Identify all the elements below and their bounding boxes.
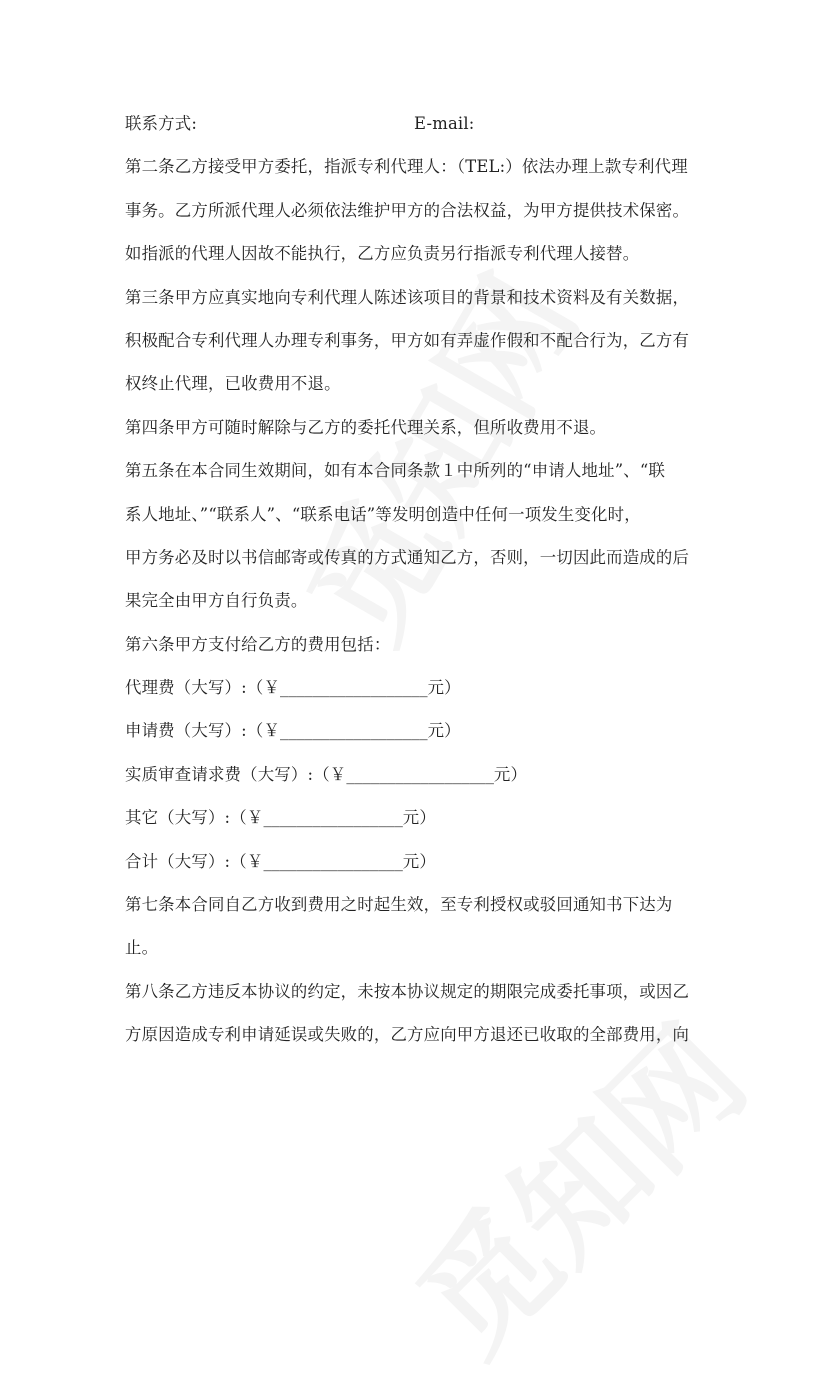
clause-3-line-1: 第三条甲方应真实地向专利代理人陈述该项目的背景和技术资料及有关数据， xyxy=(125,287,690,307)
clause-2-line-1: 第二条乙方接受甲方委托，指派专利代理人：（TEL:）依法办理上款专利代理 xyxy=(125,157,688,177)
fee-total xyxy=(125,844,697,887)
fee-other xyxy=(125,800,697,843)
clause-8-line-2: 方原因造成专利申请延误或失败的，乙方应向甲方退还已收取的全部费用，向 xyxy=(125,1025,690,1045)
clause-6-heading: 第六条甲方支付给乙方的费用包括： xyxy=(125,634,391,654)
fee-unit: 元） xyxy=(402,851,436,871)
clause-2-line-2: 事务。乙方所派代理人必须依法维护甲方的合法权益，为甲方提供技术保密。 xyxy=(125,200,690,220)
fee-blank: __________________ xyxy=(280,721,428,741)
clause-5-line-2: 系人地址、”“联系人”、“联系电话”等发明创造中任何一项发生变化时， xyxy=(125,504,641,524)
fee-examination xyxy=(125,757,697,800)
fee-blank: _________________ xyxy=(263,851,403,871)
fee-unit: 元） xyxy=(493,764,528,784)
fee-application xyxy=(125,713,697,756)
clause-5-line-1: 第五条在本合同生效期间，如有本合同条款１中所列的“申请人地址”、“联 xyxy=(125,461,666,481)
fee-label: 代理费（大写）:（￥ xyxy=(125,678,281,698)
fee-agency xyxy=(125,670,697,713)
clause-4-line-1: 第四条甲方可随时解除与乙方的委托代理关系，但所收费用不退。 xyxy=(125,417,607,437)
contact-label: 联系方式: xyxy=(125,114,198,133)
clause-3-line-3: 权终止代理，已收费用不退。 xyxy=(125,374,341,394)
fee-label: 申请费（大写）:（￥ xyxy=(125,721,281,741)
fee-unit: 元） xyxy=(402,808,436,828)
fee-unit: 元） xyxy=(427,721,461,741)
contract-body xyxy=(125,106,697,1061)
email-label: E-mail: xyxy=(414,114,475,133)
fee-blank: __________________ xyxy=(280,678,428,698)
contact-row xyxy=(125,106,697,149)
fee-blank: __________________ xyxy=(346,764,494,784)
clause-5-line-4: 果完全由甲方自行负责。 xyxy=(125,591,308,611)
fee-label: 合计（大写）:（￥ xyxy=(125,851,264,871)
clause-5-line-3: 甲方务必及时以书信邮寄或传真的方式通知乙方，否则，一切因此而造成的后 xyxy=(125,547,690,567)
clause-3-line-2: 积极配合专利代理人办理专利事务，甲方如有弄虚作假和不配合行为，乙方有 xyxy=(125,330,690,350)
clause-7-line-1: 第七条本合同自乙方收到费用之时起生效，至专利授权或驳回通知书下达为 xyxy=(125,895,673,915)
clause-7-line-2: 止。 xyxy=(125,938,159,958)
fee-label: 其它（大写）:（￥ xyxy=(125,808,264,828)
fee-label: 实质审查请求费（大写）:（￥ xyxy=(125,764,347,784)
fee-blank: _________________ xyxy=(263,808,403,828)
clause-8-line-1: 第八条乙方违反本协议的约定，未按本协议规定的期限完成委托事项，或因乙 xyxy=(125,981,690,1001)
fee-unit: 元） xyxy=(427,678,461,698)
clause-2-line-3: 如指派的代理人因故不能执行，乙方应负责另行指派专利代理人接替。 xyxy=(125,244,640,264)
